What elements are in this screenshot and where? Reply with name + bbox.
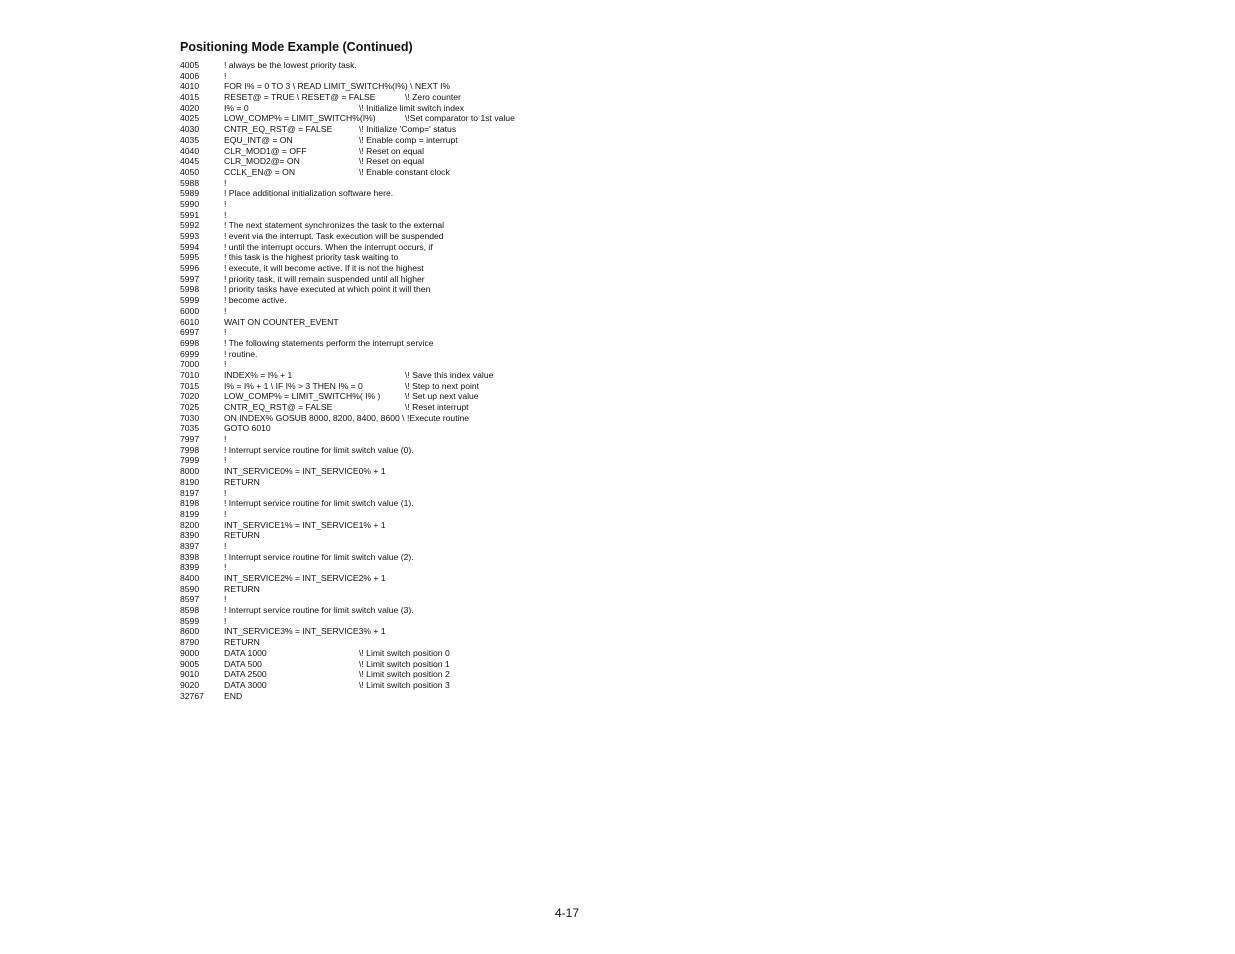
code-statement: ! <box>224 594 227 605</box>
code-statement: ! priority task, it will remain suspended until all higher <box>224 273 425 284</box>
code-statement: ON INDEX% GOSUB 8000, 8200, 8400, 8600 \ !Execute routine <box>224 412 470 423</box>
code-statement: ! The following statements perform the interrupt service <box>224 337 434 348</box>
line-number: 7998 <box>180 444 200 455</box>
line-number: 8200 <box>180 519 200 530</box>
line-number: 5988 <box>180 177 200 188</box>
line-number: 4005 <box>180 60 200 70</box>
code-statement: RETURN <box>224 476 260 487</box>
inline-comment: \! Step to next point <box>405 380 480 391</box>
code-statement: ! this task is the highest priority task waiting to <box>224 252 399 263</box>
inline-comment: \! Limit switch position 0 <box>359 647 450 658</box>
inline-comment: \! Set up next value <box>405 391 479 402</box>
code-statement: FOR I% = 0 TO 3 \ READ LIMIT_SWITCH%(I%) \ NEXT I% <box>224 81 451 92</box>
code-statement: ! event via the interrupt. Task execution will be suspended <box>224 231 444 241</box>
code-statement: INT_SERVICE3% = INT_SERVICE3% + 1 <box>224 626 386 637</box>
code-statement: CLR_MOD2@= ON <box>224 156 300 167</box>
code-statement: ! The next statement synchronizes the task to the external <box>224 220 445 231</box>
code-statement: ! always be the lowest priority task. <box>224 60 357 70</box>
line-number: 5992 <box>180 220 200 231</box>
line-number: 5994 <box>180 241 200 252</box>
code-statement: ! <box>224 70 227 81</box>
code-statement: ! priority tasks have executed at which point it will then <box>224 284 431 295</box>
code-statement: INT_SERVICE2% = INT_SERVICE2% + 1 <box>224 573 386 583</box>
code-statement: ! Interrupt service routine for limit switch value (2). <box>224 551 414 562</box>
line-number: 5997 <box>180 273 200 284</box>
line-number: 5993 <box>180 231 200 241</box>
code-statement: ! <box>224 540 227 551</box>
inline-comment: \! Zero counter <box>405 92 461 103</box>
code-statement: ! <box>224 455 227 466</box>
line-number: 5995 <box>180 252 200 263</box>
inline-comment: \! Initialize 'Comp=' status <box>359 124 457 135</box>
line-number: 5998 <box>180 284 200 295</box>
code-statement: ! <box>224 327 227 338</box>
line-number: 8000 <box>180 466 200 477</box>
code-statement: RETURN <box>224 583 260 594</box>
code-statement: LOW_COMP% = LIMIT_SWITCH%(I%) <box>224 113 376 124</box>
code-statement: GOTO 6010 <box>224 423 271 434</box>
code-statement: DATA 3000 <box>224 679 267 690</box>
line-number: 8599 <box>180 615 200 626</box>
code-statement: RETURN <box>224 637 260 648</box>
inline-comment: \! Enable constant clock <box>359 166 450 177</box>
code-statement: CLR_MOD1@ = OFF <box>224 145 307 156</box>
code-statement: DATA 2500 <box>224 669 267 680</box>
inline-comment: \! Save this index value <box>405 369 494 380</box>
code-statement: ! Interrupt service routine for limit switch value (1). <box>224 498 414 509</box>
line-number: 7999 <box>180 455 200 466</box>
code-statement: ! <box>224 198 227 209</box>
code-statement: LOW_COMP% = LIMIT_SWITCH%( I% ) <box>224 391 381 402</box>
line-number: 8197 <box>180 487 200 498</box>
line-number: 5990 <box>180 198 200 209</box>
code-statement: END <box>224 690 243 701</box>
code-statement: CCLK_EN@ = ON <box>224 166 296 177</box>
line-number: 7020 <box>180 391 200 402</box>
line-number: 7997 <box>180 434 200 445</box>
line-number: 7035 <box>180 423 200 434</box>
inline-comment: \! Limit switch position 3 <box>359 679 450 690</box>
line-number: 8397 <box>180 540 200 551</box>
inline-comment: \! Reset on equal <box>359 145 424 156</box>
code-statement: I% = 0 <box>224 102 249 113</box>
code-statement: WAIT ON COUNTER_EVENT <box>224 316 339 327</box>
inline-comment: \!Set comparator to 1st value <box>405 113 515 124</box>
line-number: 4015 <box>180 92 200 103</box>
line-number: 4025 <box>180 113 200 124</box>
code-statement: ! <box>224 305 227 316</box>
code-statement: EQU_INT@ = ON <box>224 134 293 145</box>
line-number: 8598 <box>180 605 200 616</box>
line-number: 7015 <box>180 380 200 391</box>
code-statement: ! <box>224 359 227 370</box>
code-statement: ! <box>224 562 227 573</box>
line-number: 6997 <box>180 327 200 338</box>
line-number: 6998 <box>180 337 200 348</box>
code-statement: ! <box>224 177 227 188</box>
code-statement: DATA 1000 <box>224 647 267 658</box>
line-number: 4020 <box>180 102 200 113</box>
code-statement: DATA 500 <box>224 658 262 669</box>
code-statement: ! <box>224 615 227 626</box>
line-number: 7030 <box>180 412 200 423</box>
line-number: 6010 <box>180 316 200 327</box>
line-number: 9000 <box>180 647 200 658</box>
line-number: 4030 <box>180 124 200 135</box>
code-statement: ! Interrupt service routine for limit switch value (3). <box>224 605 414 616</box>
code-statement: INT_SERVICE1% = INT_SERVICE1% + 1 <box>224 519 386 530</box>
line-number: 9005 <box>180 658 200 669</box>
code-statement: INT_SERVICE0% = INT_SERVICE0% + 1 <box>224 466 386 477</box>
code-statement: ! routine. <box>224 348 258 359</box>
line-number: 4035 <box>180 134 200 145</box>
code-statement: ! execute, it will become active. If it is not the highest <box>224 263 424 274</box>
line-number: 8399 <box>180 562 200 573</box>
line-number: 5991 <box>180 209 200 220</box>
line-number: 6999 <box>180 348 200 359</box>
code-statement: RESET@ = TRUE \ RESET@ = FALSE <box>224 92 376 103</box>
line-number: 8390 <box>180 530 200 541</box>
line-number: 32767 <box>180 690 204 701</box>
line-number: 8199 <box>180 508 200 519</box>
line-number: 8400 <box>180 573 200 583</box>
line-number: 8597 <box>180 594 200 605</box>
code-statement: ! <box>224 508 227 519</box>
code-statement: ! <box>224 434 227 445</box>
line-number: 4006 <box>180 70 200 81</box>
line-number: 7010 <box>180 369 200 380</box>
code-statement: CNTR_EQ_RST@ = FALSE <box>224 124 333 135</box>
code-statement: ! <box>224 487 227 498</box>
code-statement: CNTR_EQ_RST@ = FALSE <box>224 402 333 412</box>
code-statement: ! until the interrupt occurs. When the interrupt occurs, if <box>224 241 433 252</box>
code-statement: ! Place additional initialization software here. <box>224 188 394 199</box>
inline-comment: \! Enable comp = interrupt <box>359 134 458 145</box>
code-statement: ! Interrupt service routine for limit switch value (0). <box>224 444 414 455</box>
line-number: 5999 <box>180 295 200 306</box>
line-number: 8790 <box>180 637 200 648</box>
code-statement: INDEX% = I% + 1 <box>224 369 293 380</box>
inline-comment: \! Reset interrupt <box>405 402 469 412</box>
inline-comment: \! Initialize limit switch index <box>359 102 465 113</box>
line-number: 7025 <box>180 402 200 412</box>
line-number: 9020 <box>180 679 200 690</box>
code-statement: RETURN <box>224 530 260 541</box>
inline-comment: \! Reset on equal <box>359 156 424 167</box>
line-number: 5996 <box>180 263 200 274</box>
line-number: 4050 <box>180 166 200 177</box>
line-number: 8590 <box>180 583 200 594</box>
line-number: 7000 <box>180 359 200 370</box>
line-number: 4045 <box>180 156 200 167</box>
code-statement: ! <box>224 209 227 220</box>
line-number: 5989 <box>180 188 200 199</box>
page-number: 4-17 <box>555 906 580 920</box>
inline-comment: \! Limit switch position 1 <box>359 658 450 669</box>
inline-comment: \! Limit switch position 2 <box>359 669 450 680</box>
line-number: 8600 <box>180 626 200 637</box>
line-number: 8198 <box>180 498 200 509</box>
line-number: 8398 <box>180 551 200 562</box>
line-number: 9010 <box>180 669 200 680</box>
section-heading: Positioning Mode Example (Continued) <box>180 40 413 54</box>
line-number: 8190 <box>180 476 200 487</box>
line-number: 6000 <box>180 305 200 316</box>
code-statement: I% = I% + 1 \ IF I% > 3 THEN I% = 0 <box>224 380 363 391</box>
code-statement: ! become active. <box>224 295 287 306</box>
line-number: 4040 <box>180 145 200 156</box>
line-number: 4010 <box>180 81 200 92</box>
